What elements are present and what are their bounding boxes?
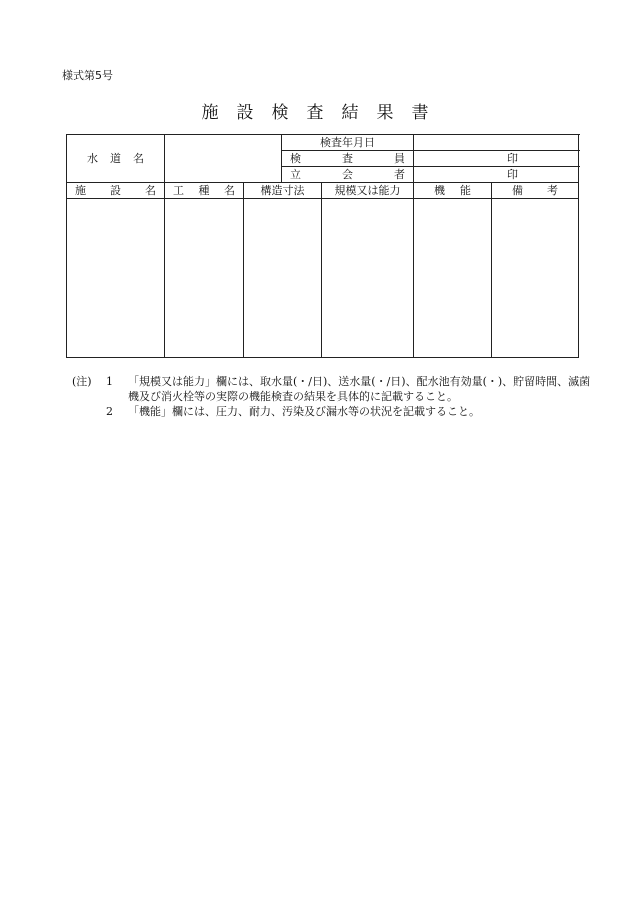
column-header-work-type: 工種名 <box>165 183 244 199</box>
water-supply-field[interactable] <box>165 135 282 183</box>
column-header-function: 機能 <box>414 183 492 199</box>
table-body-row <box>67 199 579 358</box>
note-item <box>72 374 592 404</box>
form-number: 様式第5号 <box>62 69 113 82</box>
function-cell[interactable] <box>414 199 492 358</box>
work-type-cell[interactable] <box>165 199 244 358</box>
note-number: 1 <box>106 375 113 388</box>
note-item <box>72 404 592 419</box>
facility-cell[interactable] <box>67 199 165 358</box>
form-row-date <box>67 135 579 151</box>
page-title: 施設検査結果書 <box>201 103 447 123</box>
note-number: 2 <box>106 405 113 418</box>
column-header-capacity: 規模又は能力 <box>322 183 414 199</box>
column-header-remarks: 備考 <box>492 183 579 199</box>
witness-seal[interactable]: 印 <box>414 167 579 183</box>
notes-prefix: (注) <box>72 375 92 388</box>
capacity-cell[interactable] <box>322 199 414 358</box>
note-text: 「機能」欄には、圧力、耐力、汚染及び漏水等の状況を記載すること。 <box>128 405 480 418</box>
inspection-date-field[interactable] <box>414 135 579 151</box>
remarks-cell[interactable] <box>492 199 579 358</box>
inspection-date-label: 検査年月日 <box>282 135 414 151</box>
notes-section <box>72 374 592 419</box>
column-header-facility: 施設名 <box>67 183 165 199</box>
inspector-label: 検査員 <box>282 151 414 167</box>
dimensions-cell[interactable] <box>244 199 322 358</box>
column-header-row <box>67 183 579 199</box>
inspector-seal[interactable]: 印 <box>414 151 579 167</box>
column-header-dimensions: 構造寸法 <box>244 183 322 199</box>
note-text: 「規模又は能力」欄には、取水量(・/日)、送水量(・/日)、配水池有効量(・)、貯留時間、滅菌機及び消火栓等の実際の機能検査の結果を具体的に記載すること。 <box>128 375 591 403</box>
inspection-form-table <box>66 134 579 358</box>
water-supply-label: 水道名 <box>67 135 165 183</box>
witness-label: 立会者 <box>282 167 414 183</box>
